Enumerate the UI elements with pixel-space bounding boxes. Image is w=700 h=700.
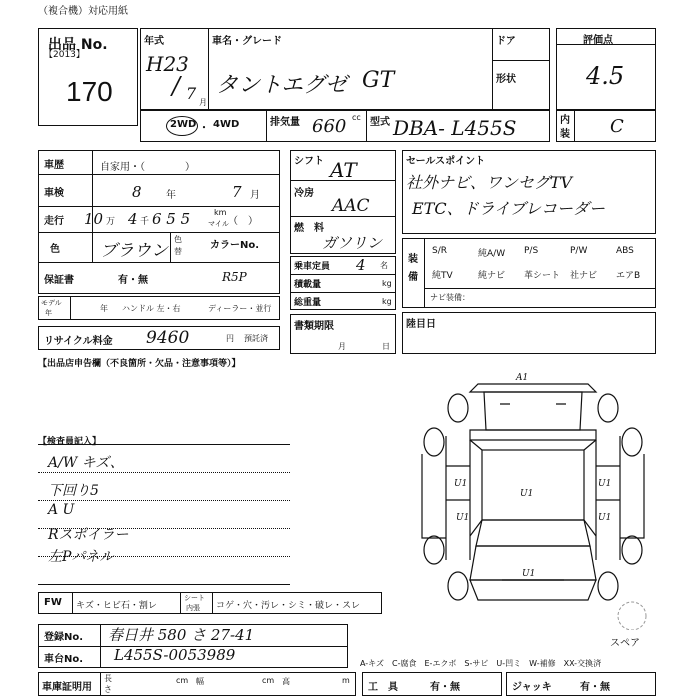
sales-point-label: セールスポイント <box>406 156 486 167</box>
fuel-value: ガソリン <box>322 234 383 252</box>
diagram-wheel-lr <box>424 428 444 456</box>
doc-deadline-day: 日 <box>382 342 390 351</box>
name-value: タントエグゼ <box>216 73 348 98</box>
inspection-label: 車検 <box>44 188 64 199</box>
height-label: 高 <box>282 677 290 686</box>
equipment-label-2: 備 <box>408 272 418 283</box>
tools-value: 有・無 <box>430 682 460 693</box>
equipment-item-1-2: P/S <box>524 246 539 256</box>
interior-value: C <box>610 116 624 137</box>
jack-label: ジャッキ <box>512 682 552 693</box>
arrival-label: 陸目日 <box>406 319 436 330</box>
mileage-paren: （ ） <box>228 216 258 227</box>
capacity-label: 乗車定員 <box>294 262 331 272</box>
sales-point-line-2: ETC、ドライブレコーダー <box>412 199 605 218</box>
diagram-rear-spoiler <box>470 384 596 392</box>
seat-label-2: 内張 <box>186 604 200 612</box>
chassis-label: 車台No. <box>44 654 84 665</box>
color-no-label: カラーNo. <box>210 240 260 251</box>
year-era: H23 <box>146 52 189 76</box>
mileage-label: 走行 <box>44 216 64 227</box>
diagram-wheel-rl <box>448 394 468 422</box>
equipment-item-1-4: ABS <box>616 246 634 256</box>
inspector-note-1: A/W キズ、 <box>48 455 124 471</box>
diagram-rear-glass <box>484 392 582 430</box>
fuel-label-2: 料 <box>314 223 324 234</box>
model-label: 型式 <box>370 117 390 128</box>
gross-unit: kg <box>382 297 392 306</box>
equipment-item-2-0: 純TV <box>432 271 453 281</box>
equipment-label-1: 装 <box>408 254 418 265</box>
year-month-unit: 月 <box>199 98 207 107</box>
sales-point-line-1: 社外ナビ、ワンセグTV <box>406 173 573 192</box>
damage-legend: A-キズ C-腐食 E-エクボ S-サビ U-凹ミ W-補修 XX-交換済 <box>360 659 602 668</box>
tools-label: 工 具 <box>368 682 398 693</box>
inspection-month-unit: 月 <box>250 190 260 201</box>
year-tag: 【2013】 <box>44 50 85 60</box>
fw-items: キズ・ヒビ石・割レ <box>76 601 157 611</box>
recycle-note: 預託済 <box>244 334 268 343</box>
mileage-u2: 千 <box>140 217 150 227</box>
shift-label: シフト <box>294 156 324 167</box>
equipment-item-2-2: 革シート <box>524 271 561 281</box>
model-value: DBA- L455S <box>393 116 517 140</box>
door-label: ドア <box>496 36 516 47</box>
width-unit: cm <box>262 676 275 685</box>
rating-value: 4.5 <box>586 62 625 90</box>
displacement-label: 排気量 <box>270 117 300 128</box>
damage-mark-left-rear: U1 <box>454 479 468 489</box>
damage-mark-right-rear: U1 <box>598 479 612 489</box>
declaration-label: 【出品店申告欄（不良箇所・欠品・注意事項等）】 <box>38 359 241 369</box>
car-damage-diagram <box>410 370 660 630</box>
recycle-label: リサイクル料金 <box>44 336 113 347</box>
color-code: R5P <box>222 270 247 284</box>
width-label: 幅 <box>196 677 204 686</box>
garage-cert-label: 車庫証明用 <box>42 682 92 693</box>
mileage-u1: 万 <box>106 217 116 227</box>
diagram-wheel-fl <box>448 572 468 600</box>
load-label: 積載量 <box>294 280 322 290</box>
diagram-front-bumper <box>470 580 596 600</box>
mileage-n1: 10 <box>84 210 104 228</box>
recycle-unit: 円 <box>226 334 234 343</box>
model-year-label-2: 年 <box>45 309 52 317</box>
lot-label: 出品 No. <box>48 37 108 53</box>
year-slash: / <box>172 72 181 100</box>
inspector-note-3: A U <box>48 502 75 518</box>
arrival-box <box>402 312 656 354</box>
dealer-value: ディーラー・並行 <box>208 304 272 313</box>
doc-deadline-month: 月 <box>338 342 346 351</box>
drive-2wd: 2WD <box>170 119 197 130</box>
damage-mark-left-front: U1 <box>456 513 470 523</box>
inspector-note-2: 下回り5 <box>48 483 99 499</box>
color-label: 色 <box>50 244 60 255</box>
height-unit: m <box>342 676 350 685</box>
lot-number: 170 <box>66 76 113 107</box>
inspection-month: 7 <box>232 183 242 201</box>
handle-value: ハンドル 左・右 <box>122 304 181 313</box>
length-label-1: 長 <box>104 674 112 683</box>
inspection-year: 8 <box>132 183 142 201</box>
history-label: 車歴 <box>44 160 64 171</box>
load-unit: kg <box>382 279 392 288</box>
form-type-note: （複合機）対応用紙 <box>38 6 128 17</box>
equipment-item-1-0: S/R <box>432 246 447 256</box>
fuel-label-1: 燃 <box>294 223 304 234</box>
drive-4wd: 4WD <box>213 119 240 130</box>
color-change-1: 色 <box>174 235 182 244</box>
model-year-unit: 年 <box>100 304 108 313</box>
warranty-label: 保証書 <box>44 275 74 286</box>
displacement-unit: cc <box>352 113 361 122</box>
diagram-roof <box>482 450 584 520</box>
equipment-item-1-1: 純A/W <box>478 249 506 259</box>
equipment-item-1-3: P/W <box>570 246 588 256</box>
recycle-value: 9460 <box>146 328 190 348</box>
chassis-value: L455S-0053989 <box>114 646 236 664</box>
equipment-item-2-1: 純ナビ <box>478 271 506 281</box>
damage-mark-rear-spoiler: A1 <box>516 373 529 383</box>
color-change-2: 替 <box>174 247 182 256</box>
doc-deadline-label: 書類期限 <box>294 321 334 332</box>
damage-mark-right-front: U1 <box>598 513 612 523</box>
fw-label: FW <box>44 597 62 608</box>
inspector-note-5: 左Pパネル <box>48 549 114 565</box>
damage-mark-roof: U1 <box>520 489 534 499</box>
equipment-item-2-4: エアB <box>616 271 641 281</box>
capacity-unit: 名 <box>380 261 388 270</box>
interior-label-1: 内 <box>560 115 570 126</box>
year-label: 年式 <box>144 36 164 47</box>
model-year-label-1: モデル <box>41 299 62 307</box>
diagram-wheel-rr2 <box>622 428 642 456</box>
diagram-spare-tire <box>618 602 646 630</box>
mileage-n3: 6 5 5 <box>152 210 191 228</box>
shape-label: 形状 <box>496 74 516 85</box>
drive-sep: ・ <box>199 123 209 134</box>
displacement-value: 660 <box>312 116 347 137</box>
length-label-2: さ <box>104 685 112 694</box>
history-value: 自家用・（ ） <box>100 162 195 173</box>
interior-label-2: 装 <box>560 129 570 140</box>
mileage-n2: 4 <box>128 210 138 228</box>
mileage-unit-km: km <box>214 208 227 217</box>
inspection-year-unit: 年 <box>166 190 176 201</box>
color-value: ブラウン <box>100 241 168 261</box>
mileage-unit-mile: マイル <box>208 220 229 228</box>
capacity-value: 4 <box>356 256 366 274</box>
warranty-value: 有・無 <box>118 275 148 286</box>
damage-mark-hood: U1 <box>522 569 536 579</box>
name-label: 車名・グレード <box>212 36 282 47</box>
diagram-windshield <box>476 520 590 546</box>
diagram-wheel-rf <box>622 536 642 564</box>
registration-value: 春日井 580 さ 27-41 <box>108 626 255 644</box>
seat-items: コゲ・穴・汚レ・シミ・破レ・スレ <box>216 601 361 611</box>
diagram-wheel-fr <box>598 572 618 600</box>
spare-label: スペア <box>610 638 640 649</box>
equipment-item-2-3: 社ナビ <box>570 271 598 281</box>
rating-label: 評価点 <box>583 35 613 46</box>
jack-value: 有・無 <box>580 682 610 693</box>
year-month: 7 <box>186 84 197 103</box>
registration-label: 登録No. <box>44 632 84 643</box>
aircon-label: 冷房 <box>294 188 314 199</box>
shift-value: AT <box>330 158 357 182</box>
navi-label: ナビ装備： <box>430 293 470 302</box>
diagram-wheel-lf <box>424 536 444 564</box>
aircon-value: AAC <box>332 196 370 216</box>
interior-box <box>556 110 656 142</box>
grade-value: GT <box>362 68 395 93</box>
length-unit: cm <box>176 676 189 685</box>
seat-label-1: シート <box>184 594 205 602</box>
inspector-note-4: Rスポイラー <box>48 527 129 543</box>
diagram-wheel-rr <box>598 394 618 422</box>
inspector-label: 【検査員記入】 <box>38 437 102 447</box>
gross-label: 総重量 <box>294 298 322 308</box>
